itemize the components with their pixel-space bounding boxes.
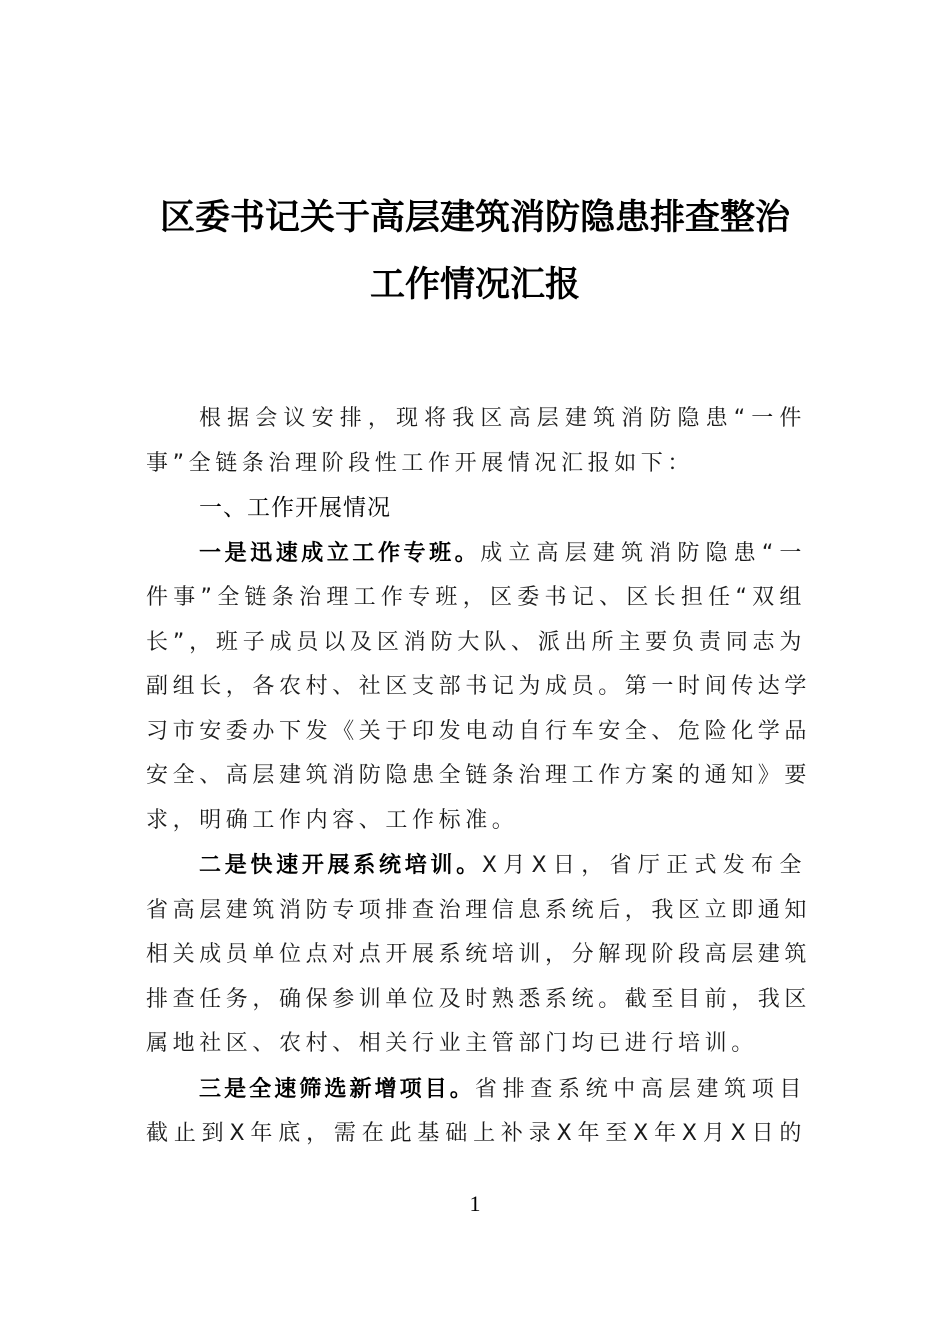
- text-line: 副组长，各农村、社区支部书记为成员。第一时间传达学: [146, 674, 812, 699]
- text-line: 件事”全链条治理工作专班，区委书记、区长担任“双组: [146, 585, 806, 610]
- paragraph-lead: 三是全速筛选新增项目。: [199, 1075, 475, 1102]
- item-paragraph-1: [146, 531, 812, 844]
- text-line: 属地社区、农村、相关行业主管部门均已进行培训。: [146, 1031, 758, 1056]
- text-line: [146, 843, 806, 889]
- text-line: 省高层建筑消防专项排查治理信息系统后，我区立即通知: [146, 897, 812, 923]
- text-line: 截止到X年底，需在此基础上补录X年至X年X月X日的: [146, 1121, 806, 1146]
- item-paragraph-3: [146, 1067, 806, 1157]
- text-run: X月X日，省厅正式发布全: [481, 853, 806, 878]
- text-line: 长”，班子成员以及区消防大队、派出所主要负责同志为: [146, 629, 806, 655]
- text-line: 事”全链条治理阶段性工作开展情况汇报如下：: [146, 450, 694, 476]
- text-line: [146, 1067, 806, 1113]
- text-line: 根据会议安排，现将我区高层建筑消防隐患“一件: [199, 406, 806, 431]
- document-body: [146, 397, 812, 1157]
- page-number: 1: [469, 1191, 481, 1216]
- section-heading: 一、工作开展情况: [199, 495, 391, 521]
- text-line: 求，明确工作内容、工作标准。: [146, 807, 519, 833]
- text-run: 省排查系统中高层建筑项目: [474, 1076, 806, 1102]
- text-line: 相关成员单位点对点开展系统培训，分解现阶段高层建筑: [146, 942, 812, 967]
- document-title-line-2: 工作情况汇报: [369, 264, 580, 305]
- text-line: 习市安委办下发《关于印发电动自行车安全、危险化学品: [146, 718, 812, 744]
- text-line: 安全、高层建筑消防隐患全链条治理工作方案的通知》要: [146, 763, 812, 788]
- document-title-line-1: 区委书记关于高层建筑消防隐患排查整治: [159, 197, 790, 238]
- text-line: [146, 531, 806, 577]
- intro-paragraph: [146, 397, 806, 486]
- item-paragraph-2: [146, 843, 812, 1067]
- text-run: 成立高层建筑消防隐患“一: [480, 540, 806, 566]
- text-line: 排查任务，确保参训单位及时熟悉系统。截至目前，我区: [146, 986, 812, 1012]
- paragraph-lead: 二是快速开展系统培训。: [199, 852, 482, 878]
- paragraph-lead: 一是迅速成立工作专班。: [199, 539, 481, 566]
